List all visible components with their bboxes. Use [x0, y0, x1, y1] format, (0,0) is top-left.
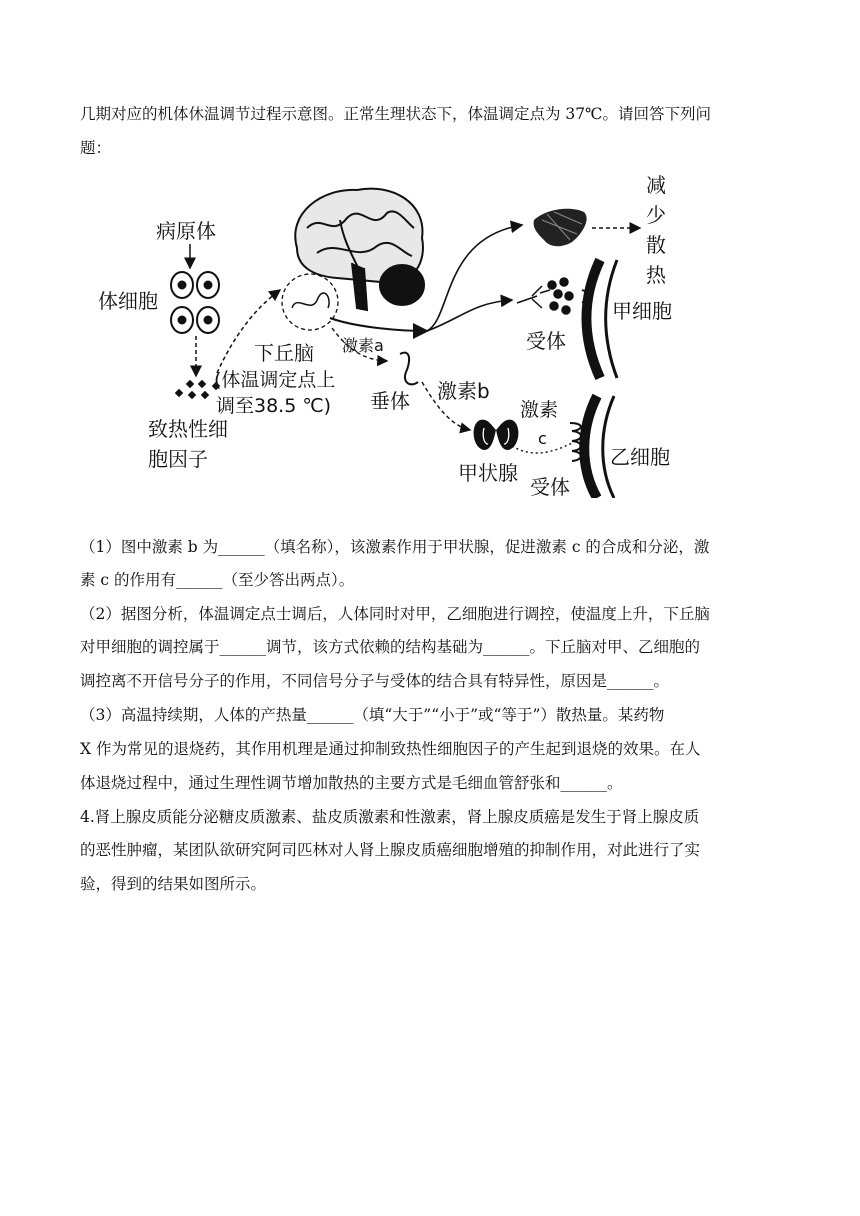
cell-a-label: 甲细胞 — [612, 299, 672, 323]
hormone-c-label-top: 激素 — [520, 399, 559, 421]
brain-icon — [295, 189, 424, 310]
body-cell-label: 体细胞 — [98, 289, 158, 313]
cell-b-label: 乙细胞 — [610, 445, 670, 469]
q2-line-2: 对甲细胞的调控属于______调节，该方式依赖的结构基础为______。下丘脑对甲、乙细胞的 — [80, 638, 701, 656]
pyrogen-label-1: 致热性细 — [148, 417, 228, 441]
thermoregulation-diagram — [92, 168, 692, 498]
q3-line-3: 体退烧过程中，通过生理性调节增加散热的主要方式是毛细血管舒张和______。 — [80, 774, 623, 792]
q3-line-1: （3）高温持续期，人体的产热量______（填“大于”“小于”或“等于”）散热量。某药物 — [80, 706, 665, 724]
thyroid-icon — [474, 420, 519, 450]
pituitary-icon — [400, 353, 418, 385]
q1-line-1: （1）图中激素 b 为______（填名称），该激素作用于甲状腺，促进激素 c 的合成和分泌，激 — [80, 538, 710, 556]
intro-line-1: 几期对应的机体休温调节过程示意图。正常生理状态下，体温调定点为 37℃。请回答下列问 — [80, 105, 711, 123]
hormone-b-label: 激素b — [437, 379, 490, 403]
receptor-bottom-label: 受体 — [530, 475, 570, 498]
q3-line-2: X 作为常见的退烧药，其作用机理是通过抑制致热性细胞因子的产生起到退烧的效果。在人 — [80, 740, 701, 758]
q1-line-2: 素 c 的作用有______（至少答出两点）。 — [80, 571, 355, 589]
nerve-ending-icon — [517, 278, 573, 314]
q4-line-1: 4.肾上腺皮质能分泌糖皮质激素、盐皮质激素和性激素，肾上腺皮质癌是发生于肾上腺皮质 — [80, 808, 700, 826]
reduce-heat-1: 减 — [646, 173, 666, 197]
reduce-heat-2: 少 — [646, 203, 666, 227]
receptor-top-label: 受体 — [526, 329, 566, 353]
to-vessel-arrow — [427, 225, 522, 331]
hormone-a-label: 激素a — [342, 336, 384, 355]
setpoint-label-2: 调至38.5 ℃) — [216, 395, 332, 417]
q2-line-3: 调控离不开信号分子的作用，不同信号分子与受体的结合具有特异性，原因是______。 — [80, 672, 670, 690]
blood-vessel-icon — [534, 209, 587, 247]
thyroid-label: 甲状腺 — [458, 461, 518, 485]
q2-line-1: （2）据图分析，体温调定点士调后，人体同时对甲，乙细胞进行调控，使温度上升，下丘脑 — [80, 605, 710, 623]
pyrogen-label-2: 胞因子 — [148, 447, 208, 471]
reduce-heat-4: 热 — [646, 263, 666, 287]
q4-line-3: 验，得到的结果如图所示。 — [80, 875, 267, 893]
intro-line-2: 题： — [80, 139, 112, 157]
pathogen-label: 病原体 — [156, 219, 216, 243]
body-cell-icon — [171, 272, 219, 333]
cell-b-membrane — [570, 396, 614, 498]
nerve-line — [330, 318, 427, 331]
reduce-heat-3: 散 — [646, 233, 666, 257]
q4-line-2: 的恶性肿瘤，某团队欲研究阿司匹林对人肾上腺皮质癌细胞增殖的抑制作用，对此进行了实 — [80, 841, 701, 859]
setpoint-label-1: (体温调定点上 — [214, 369, 336, 391]
hypothalamus-label: 下丘脑 — [254, 341, 314, 365]
pituitary-label: 垂体 — [370, 389, 410, 413]
hormone-c-letter: c — [538, 429, 547, 448]
